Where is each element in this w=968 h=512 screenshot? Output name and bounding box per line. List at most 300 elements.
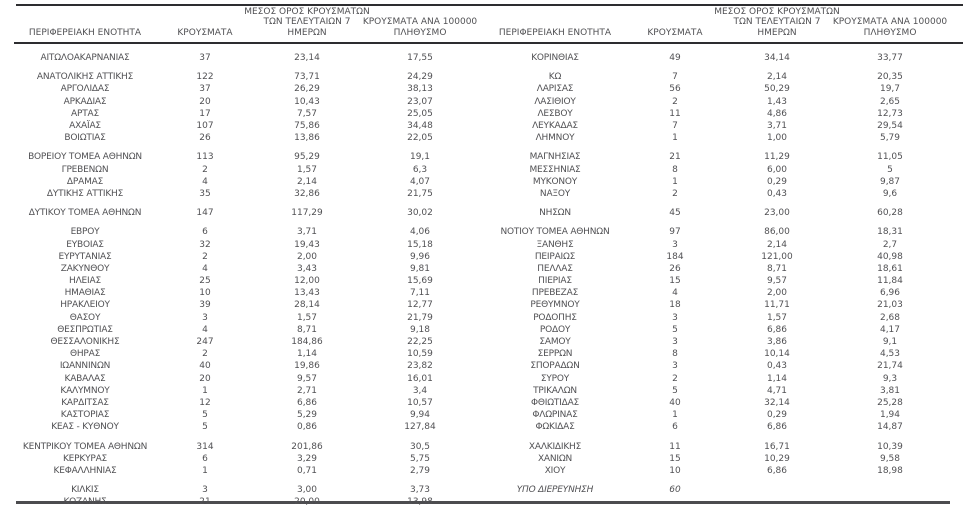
column-header-per100k: [830, 17, 950, 42]
cell-cases-value: 5: [202, 410, 208, 421]
table-row: [484, 385, 950, 397]
cell-cases-value: 8: [672, 349, 678, 360]
column-header-region: [484, 28, 626, 43]
cell-region: [14, 385, 156, 397]
cell-region: [14, 164, 156, 176]
column-header-avg7-line2: ΤΩΝ ΤΕΛΕΥΤΑΙΩΝ 7: [733, 17, 821, 27]
cell-cases: [156, 312, 254, 324]
cell-avg7: [254, 164, 360, 176]
cell-region-value: ΚΕΡΚΥΡΑΣ: [62, 453, 108, 464]
cell-region-value: ΗΛΕΙΑΣ: [69, 276, 101, 287]
cell-avg7: [254, 239, 360, 251]
cell-region-value: ΡΟΔΟΥ: [539, 324, 571, 335]
cell-avg7-value: 34,14: [764, 53, 790, 64]
cell-per100k: [830, 251, 950, 263]
cell-cases: [626, 263, 724, 275]
cell-avg7-value: 2,14: [766, 72, 788, 83]
cell-avg7: [254, 263, 360, 275]
cell-cases-value: 122: [196, 72, 214, 83]
cell-region: [484, 207, 626, 219]
cell-per100k: [830, 207, 950, 219]
table-row: [484, 421, 950, 433]
cell-region-value: ΚΟΖΑΝΗΣ: [63, 497, 107, 508]
cell-region-value: ΗΡΑΚΛΕΙΟΥ: [60, 300, 110, 311]
cell-region: [484, 409, 626, 421]
cell-per100k-value: 12,73: [877, 108, 903, 119]
cell-cases: [156, 385, 254, 397]
cell-avg7: [724, 299, 830, 311]
cell-per100k-value: 9,1: [882, 337, 898, 348]
cell-per100k-value: 33,77: [877, 53, 903, 64]
cell-per100k: [360, 108, 480, 120]
cell-per100k: [830, 96, 950, 108]
cell-region: [484, 132, 626, 144]
cell-per100k-value: 3,81: [879, 385, 901, 396]
table-row: [14, 71, 480, 83]
cell-cases-value: 3: [202, 312, 208, 323]
cell-per100k-value: 19,7: [879, 84, 901, 95]
cell-region-value: ΛΕΥΚΑΔΑΣ: [532, 121, 578, 132]
cell-per100k-value: 5,79: [879, 133, 901, 144]
cell-per100k-value: 15,18: [407, 239, 433, 250]
cell-cases-value: 11: [669, 108, 681, 119]
cell-per100k: [830, 71, 950, 83]
cell-per100k: [830, 397, 950, 409]
cell-per100k-value: 23,07: [407, 96, 433, 107]
cell-per100k-value: 4,17: [879, 324, 901, 335]
cell-cases: [156, 360, 254, 372]
cell-cases-value: 35: [199, 188, 211, 199]
cell-region: [484, 151, 626, 163]
cell-avg7: [724, 385, 830, 397]
cell-cases-value: 184: [666, 251, 684, 262]
cell-avg7: [724, 275, 830, 287]
table-row: [14, 465, 480, 477]
cell-cases-value: 26: [669, 263, 681, 274]
cell-region-value: ΘΗΡΑΣ: [69, 349, 101, 360]
table-row: [484, 465, 950, 477]
cell-per100k-value: 11,84: [877, 276, 903, 287]
cell-cases: [626, 441, 724, 453]
cell-avg7-value: 0,86: [296, 422, 318, 433]
cell-cases-value: 3: [672, 239, 678, 250]
cell-avg7: [254, 83, 360, 95]
cell-per100k: [360, 275, 480, 287]
column-header-avg7-line3: ΗΜΕΡΩΝ: [287, 27, 327, 38]
cell-cases-value: 10: [199, 288, 211, 299]
cell-region: [14, 496, 156, 508]
cell-avg7-value: 1,00: [766, 133, 788, 144]
cell-avg7-value: 10,14: [764, 349, 790, 360]
cell-avg7-value: 8,71: [296, 324, 318, 335]
cell-cases-value: 1: [202, 385, 208, 396]
cell-region: [484, 373, 626, 385]
cell-avg7-value: 50,29: [764, 84, 790, 95]
cell-avg7: [254, 324, 360, 336]
cell-region-value: ΘΕΣΣΑΛΟΝΙΚΗΣ: [50, 337, 120, 348]
cell-avg7-value: 1,57: [296, 164, 318, 175]
cell-avg7: [724, 397, 830, 409]
cell-cases-value: 4: [202, 324, 208, 335]
cell-cases: [156, 188, 254, 200]
table-row: [14, 132, 480, 144]
column-header-avg7-line1: ΜΕΣΟΣ ΟΡΟΣ ΚΡΟΥΣΜΑΤΩΝ: [714, 6, 840, 17]
cell-per100k: [360, 287, 480, 299]
cell-cases-value: 314: [196, 441, 214, 452]
cell-avg7-value: 3,00: [296, 485, 318, 496]
cell-cases: [156, 251, 254, 263]
cell-per100k: [360, 83, 480, 95]
cell-avg7-value: 0,43: [766, 361, 788, 372]
cell-region-value: ΠΕΙΡΑΙΩΣ: [534, 251, 576, 262]
cell-region-value: ΧΙΟΥ: [544, 465, 566, 476]
cell-cases: [626, 373, 724, 385]
cell-avg7-value: 75,86: [294, 121, 320, 132]
cell-avg7-value: 3,29: [296, 453, 318, 464]
cell-per100k-value: 34,48: [407, 121, 433, 132]
table-row: [14, 385, 480, 397]
cell-avg7-value: 0,29: [766, 410, 788, 421]
cell-per100k: [830, 312, 950, 324]
cell-avg7: [254, 120, 360, 132]
cell-region: [14, 441, 156, 453]
column-header-per100k-line1: ΚΡΟΥΣΜΑΤΑ ΑΝΑ 100000: [832, 17, 948, 27]
cell-per100k: [360, 324, 480, 336]
cell-per100k-value: 18,61: [877, 263, 903, 274]
cell-per100k: [830, 226, 950, 238]
cell-avg7: [724, 373, 830, 385]
column-header-per100k-line2: ΠΛΗΘΥΣΜΟ: [863, 27, 917, 38]
cell-region: [14, 188, 156, 200]
cell-avg7-value: 3,71: [296, 227, 318, 238]
table-row: [14, 440, 480, 452]
cell-avg7-value: 0,71: [296, 465, 318, 476]
cell-region: [484, 96, 626, 108]
table-row: [14, 226, 480, 238]
cell-per100k: [830, 465, 950, 477]
cell-cases-value: 2: [202, 164, 208, 175]
cell-per100k: [360, 453, 480, 465]
table-row: [484, 132, 950, 144]
cell-region-value: ΑΡΚΑΔΙΑΣ: [63, 96, 107, 107]
cell-region-value: ΔΡΑΜΑΣ: [66, 176, 104, 187]
cell-region: [14, 83, 156, 95]
cell-per100k: [830, 120, 950, 132]
cell-cases: [626, 151, 724, 163]
cell-avg7: [254, 207, 360, 219]
cell-region-value: ΦΩΚΙΔΑΣ: [535, 422, 575, 433]
cell-cases: [626, 299, 724, 311]
cell-cases: [156, 348, 254, 360]
cell-avg7-value: 3,86: [766, 337, 788, 348]
cell-per100k-value: 6,96: [879, 288, 901, 299]
cell-avg7-value: 23,14: [294, 53, 320, 64]
column-header-avg7: [714, 6, 840, 43]
table-row: [14, 176, 480, 188]
cell-region-value: ΚΟΡΙΝΘΙΑΣ: [531, 53, 579, 64]
cell-cases-value: 1: [672, 176, 678, 187]
cell-avg7: [724, 151, 830, 163]
cell-avg7: [724, 312, 830, 324]
cell-cases: [156, 441, 254, 453]
cell-per100k-value: 21,75: [407, 188, 433, 199]
cell-per100k: [830, 385, 950, 397]
cell-cases-value: 147: [196, 208, 214, 219]
cell-per100k-value: 19,1: [409, 152, 431, 163]
table-row: [14, 348, 480, 360]
table-row: [14, 312, 480, 324]
cell-cases-value: 6: [202, 453, 208, 464]
table-row: [14, 120, 480, 132]
cell-per100k: [360, 207, 480, 219]
cell-cases: [626, 239, 724, 251]
cell-region: [484, 71, 626, 83]
cell-region-value: ΑΙΤΩΛΟΑΚΑΡΝΑΝΙΑΣ: [40, 53, 130, 64]
cell-avg7-value: 13,43: [294, 288, 320, 299]
cell-region: [484, 226, 626, 238]
cell-per100k-value: 18,31: [877, 227, 903, 238]
cell-cases: [156, 120, 254, 132]
cell-cases: [626, 188, 724, 200]
cell-avg7: [254, 421, 360, 433]
table-row: [14, 207, 480, 219]
cell-avg7-value: 5,29: [296, 410, 318, 421]
cell-per100k-value: 1,94: [879, 410, 901, 421]
cell-region: [14, 108, 156, 120]
cell-per100k: [360, 251, 480, 263]
table-row: [484, 312, 950, 324]
cell-cases: [626, 52, 724, 64]
left-table-header: [14, 6, 480, 42]
table-row: [14, 324, 480, 336]
cell-per100k: [830, 188, 950, 200]
table-row: [484, 397, 950, 409]
cell-cases-value: 4: [202, 176, 208, 187]
cell-avg7-value: 6,86: [766, 324, 788, 335]
cell-avg7: [254, 409, 360, 421]
cell-per100k: [360, 421, 480, 433]
cell-region-value: ΛΑΣΙΘΙΟΥ: [534, 96, 576, 107]
cell-per100k-value: 12,77: [407, 300, 433, 311]
cell-avg7-value: 0,29: [766, 176, 788, 187]
cell-cases: [156, 207, 254, 219]
cell-cases-value: 4: [202, 263, 208, 274]
table-row: [14, 299, 480, 311]
cell-avg7: [724, 287, 830, 299]
cell-region: [14, 287, 156, 299]
table-row: [484, 251, 950, 263]
table-row: [484, 336, 950, 348]
cell-region: [484, 263, 626, 275]
cell-region-value: ΚΑΒΑΛΑΣ: [64, 373, 106, 384]
cell-region-value: ΚΕΑΣ - ΚΥΘΝΟΥ: [51, 422, 119, 433]
cell-region: [484, 176, 626, 188]
cell-per100k-value: 16,01: [407, 373, 433, 384]
column-header-per100k-line1: ΚΡΟΥΣΜΑΤΑ ΑΝΑ 100000: [362, 17, 478, 27]
cell-cases: [626, 324, 724, 336]
cell-avg7-value: 2,14: [766, 239, 788, 250]
cell-region: [484, 52, 626, 64]
cell-region-value: ΦΛΩΡΙΝΑΣ: [532, 410, 578, 421]
cell-per100k-value: 5: [887, 164, 893, 175]
cell-per100k-value: 9,94: [409, 410, 431, 421]
table-row: [14, 151, 480, 163]
table-row: [14, 397, 480, 409]
cell-cases-value: 60: [669, 485, 681, 496]
cell-region-value: ΚΩ: [548, 72, 562, 83]
table-row: [14, 484, 480, 496]
cell-region: [14, 421, 156, 433]
cell-cases-value: 3: [202, 485, 208, 496]
column-header-cases-label: ΚΡΟΥΣΜΑΤΑ: [647, 27, 703, 38]
cell-avg7: [254, 336, 360, 348]
cell-region: [14, 336, 156, 348]
cell-region: [484, 164, 626, 176]
cell-cases-value: 32: [199, 239, 211, 250]
cell-per100k-value: 18,98: [877, 465, 903, 476]
cell-region: [14, 239, 156, 251]
cell-per100k: [360, 397, 480, 409]
cell-cases: [626, 409, 724, 421]
cell-region: [14, 409, 156, 421]
cell-per100k: [830, 275, 950, 287]
cell-per100k-value: 9,18: [409, 324, 431, 335]
cell-region-value: ΑΝΑΤΟΛΙΚΗΣ ΑΤΤΙΚΗΣ: [36, 72, 134, 83]
cell-avg7: [254, 299, 360, 311]
table-row: [484, 324, 950, 336]
cell-cases: [626, 360, 724, 372]
table-row: [484, 52, 950, 64]
cell-per100k: [830, 164, 950, 176]
cell-avg7-value: 7,57: [296, 108, 318, 119]
cell-cases: [626, 71, 724, 83]
cell-region-value: ΚΕΝΤΡΙΚΟΥ ΤΟΜΕΑ ΑΘΗΝΩΝ: [22, 441, 148, 452]
cell-region-value: ΣΠΟΡΑΔΩΝ: [530, 361, 580, 372]
table-row: [484, 275, 950, 287]
cell-region: [14, 251, 156, 263]
cell-region: [484, 484, 626, 496]
table-row: [484, 83, 950, 95]
table-row: [14, 336, 480, 348]
cell-cases: [626, 421, 724, 433]
cell-cases: [626, 312, 724, 324]
table-row: [14, 83, 480, 95]
cell-region-value: ΜΕΣΣΗΝΙΑΣ: [529, 164, 581, 175]
cell-region-value: ΑΡΤΑΣ: [71, 108, 99, 119]
cell-avg7-value: 13,86: [294, 133, 320, 144]
cell-avg7: [254, 226, 360, 238]
cell-cases: [156, 397, 254, 409]
cell-region-value: ΘΕΣΠΡΩΤΙΑΣ: [57, 324, 113, 335]
cell-avg7-value: 95,29: [294, 152, 320, 163]
cell-avg7: [724, 336, 830, 348]
cell-avg7-value: 1,14: [296, 349, 318, 360]
cell-per100k-value: 20,35: [877, 72, 903, 83]
cell-per100k-value: 2,65: [879, 96, 901, 107]
table-row: [14, 263, 480, 275]
cell-region-value: ΚΑΛΥΜΝΟΥ: [60, 385, 110, 396]
cell-avg7-value: 10,29: [764, 453, 790, 464]
cell-cases-value: 56: [669, 84, 681, 95]
cell-per100k: [360, 164, 480, 176]
cell-avg7: [724, 348, 830, 360]
table-row: [484, 164, 950, 176]
cell-avg7: [724, 251, 830, 263]
cell-per100k-value: 40,98: [877, 251, 903, 262]
cell-cases: [156, 164, 254, 176]
table-row: [14, 238, 480, 250]
cell-cases: [156, 226, 254, 238]
cell-avg7-value: 2,14: [296, 176, 318, 187]
cell-avg7: [254, 373, 360, 385]
table-row: [14, 421, 480, 433]
cell-per100k-value: 2,79: [409, 465, 431, 476]
cell-avg7: [724, 188, 830, 200]
cell-region: [484, 441, 626, 453]
cell-avg7-value: 16,71: [764, 441, 790, 452]
cell-region-value: ΦΘΙΩΤΙΔΑΣ: [530, 397, 580, 408]
table-row: [484, 176, 950, 188]
cell-avg7: [724, 207, 830, 219]
table-row: [484, 120, 950, 132]
cell-cases-value: 4: [672, 288, 678, 299]
cell-cases-value: 107: [196, 121, 214, 132]
cell-cases-value: 37: [199, 84, 211, 95]
cell-region: [484, 465, 626, 477]
cell-region: [14, 348, 156, 360]
column-header-avg7-line3: ΗΜΕΡΩΝ: [757, 27, 797, 38]
cell-region: [484, 421, 626, 433]
cell-cases: [626, 287, 724, 299]
cell-per100k: [830, 373, 950, 385]
cell-cases-value: 2: [202, 349, 208, 360]
cell-region: [484, 312, 626, 324]
cell-avg7: [254, 453, 360, 465]
cell-per100k: [830, 453, 950, 465]
cell-cases: [626, 348, 724, 360]
table-row: [14, 409, 480, 421]
cell-cases-value: 5: [202, 422, 208, 433]
cell-region-value: ΙΩΑΝΝΙΝΩΝ: [59, 361, 111, 372]
cell-region-value: ΕΥΒΟΙΑΣ: [66, 239, 104, 250]
cell-cases-value: 7: [672, 121, 678, 132]
cell-region-value: ΧΑΝΙΩΝ: [537, 453, 573, 464]
cell-avg7: [254, 385, 360, 397]
cell-cases: [156, 176, 254, 188]
cell-per100k-value: 9,81: [409, 263, 431, 274]
cell-region: [14, 299, 156, 311]
cell-region: [484, 239, 626, 251]
cell-avg7: [254, 312, 360, 324]
cell-region-value: ΞΑΝΘΗΣ: [536, 239, 574, 250]
cell-avg7: [254, 441, 360, 453]
cell-avg7-value: 11,71: [764, 300, 790, 311]
cell-cases: [156, 108, 254, 120]
cell-cases-value: 1: [672, 410, 678, 421]
cell-region-value: ΔΥΤΙΚΟΥ ΤΟΜΕΑ ΑΘΗΝΩΝ: [28, 208, 142, 219]
cell-region-value: ΒΟΡΕΙΟΥ ΤΟΜΕΑ ΑΘΗΝΩΝ: [28, 152, 142, 163]
cell-region: [14, 324, 156, 336]
cell-avg7-value: 1,14: [766, 373, 788, 384]
cell-region: [14, 151, 156, 163]
cell-per100k-value: 3,4: [412, 385, 428, 396]
cell-region: [484, 336, 626, 348]
cell-region: [484, 324, 626, 336]
cell-avg7-value: 32,14: [764, 397, 790, 408]
cell-per100k-value: 21,74: [877, 361, 903, 372]
cell-per100k: [360, 120, 480, 132]
cell-per100k-value: 9,6: [882, 188, 898, 199]
